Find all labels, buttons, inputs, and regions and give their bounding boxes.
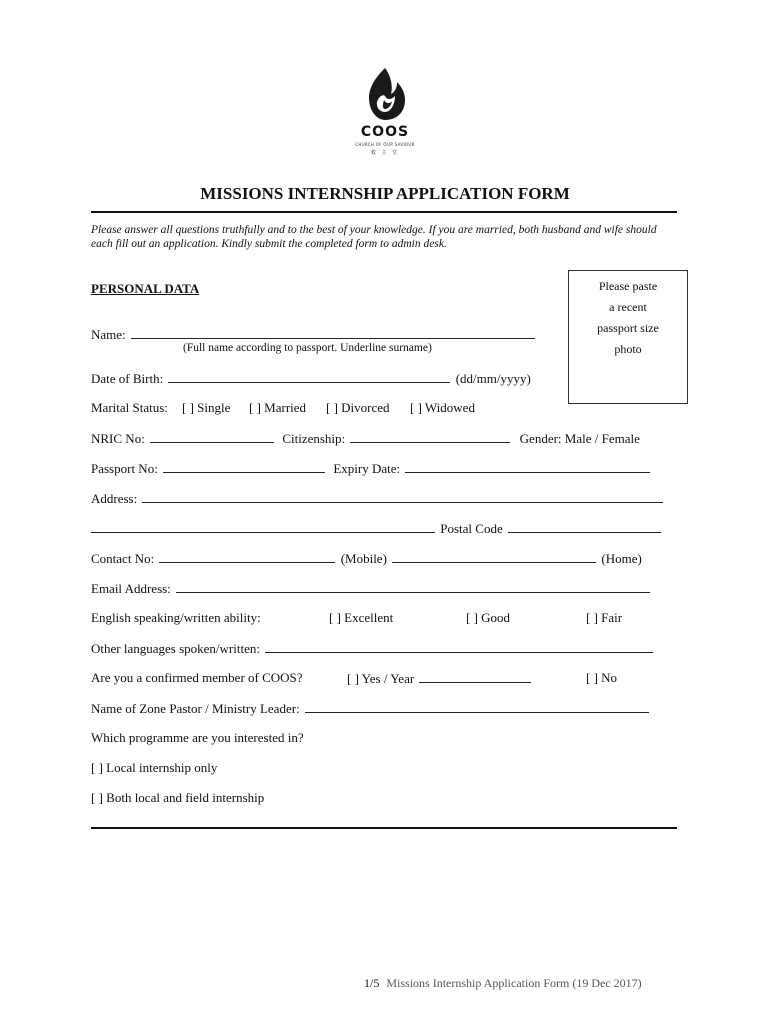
programme-both-option[interactable]: [ ] Both local and field internship bbox=[91, 790, 265, 805]
name-row bbox=[91, 326, 537, 343]
expiry-label: Expiry Date: bbox=[333, 461, 401, 476]
english-good-option[interactable]: [ ] Good bbox=[466, 610, 511, 625]
address-label: Address: bbox=[91, 491, 138, 506]
coos-logo bbox=[355, 66, 415, 158]
nric-label: NRIC No: bbox=[91, 431, 145, 446]
name-hint: (Full name according to passport. Underline surname) bbox=[183, 342, 432, 354]
dob-row bbox=[91, 370, 531, 387]
pastor-field[interactable] bbox=[305, 700, 649, 713]
citizenship-field[interactable] bbox=[350, 430, 510, 443]
footer-text: Missions Internship Application Form (19 Dec 2017) bbox=[386, 976, 642, 990]
member-year-field[interactable] bbox=[419, 670, 531, 683]
english-excellent-option[interactable]: [ ] Excellent bbox=[329, 610, 394, 625]
photo-box-line-3: passport size bbox=[597, 321, 659, 335]
logo-subtitle: CHURCH OF OUR SAVIOUR bbox=[355, 142, 415, 147]
postal-code-label: Postal Code bbox=[440, 521, 503, 536]
mobile-field[interactable] bbox=[159, 550, 335, 563]
home-label: (Home) bbox=[601, 551, 642, 566]
english-fair-option[interactable]: [ ] Fair bbox=[586, 610, 623, 625]
page-number: 1/5 bbox=[364, 976, 380, 990]
dob-field[interactable] bbox=[168, 370, 450, 383]
contact-label: Contact No: bbox=[91, 551, 155, 566]
logo-chinese-name: 救 主 堂 bbox=[370, 150, 400, 156]
photo-box-line-2: a recent bbox=[609, 300, 647, 314]
contact-row bbox=[91, 550, 642, 567]
pastor-label: Name of Zone Pastor / Ministry Leader: bbox=[91, 701, 300, 716]
member-no-option[interactable]: [ ] No bbox=[586, 670, 618, 685]
passport-row bbox=[91, 460, 652, 477]
marital-married-option[interactable]: [ ] Married bbox=[249, 400, 307, 415]
dob-label: Date of Birth: bbox=[91, 371, 164, 386]
passport-field[interactable] bbox=[163, 460, 325, 473]
title-divider bbox=[91, 211, 677, 213]
expiry-field[interactable] bbox=[405, 460, 650, 473]
page-footer bbox=[364, 976, 642, 991]
bottom-divider bbox=[91, 827, 677, 829]
email-label: Email Address: bbox=[91, 581, 171, 596]
photo-box-line-1: Please paste bbox=[598, 279, 658, 293]
email-row bbox=[91, 580, 652, 597]
flame-logo-icon bbox=[355, 66, 415, 122]
photo-box[interactable] bbox=[568, 270, 688, 404]
home-phone-field[interactable] bbox=[392, 550, 596, 563]
address-field-line-2[interactable] bbox=[91, 520, 435, 533]
email-field[interactable] bbox=[176, 580, 650, 593]
marital-divorced-option[interactable]: [ ] Divorced bbox=[326, 400, 390, 415]
name-field[interactable] bbox=[131, 326, 535, 339]
other-languages-label: Other languages spoken/written: bbox=[91, 641, 260, 656]
intro-text: Please answer all questions truthfully and to the best of your knowledge. If you are married, both husband and wife should each fill out an application. Kindly submit the completed form to admin desk. bbox=[91, 224, 657, 250]
nric-field[interactable] bbox=[150, 430, 274, 443]
page-title: MISSIONS INTERNSHIP APPLICATION FORM bbox=[200, 184, 570, 203]
name-label: Name: bbox=[91, 327, 126, 342]
english-label: English speaking/written ability: bbox=[91, 610, 261, 625]
citizenship-label: Citizenship: bbox=[282, 431, 346, 446]
marital-widowed-option[interactable]: [ ] Widowed bbox=[410, 400, 475, 415]
member-label: Are you a confirmed member of COOS? bbox=[91, 670, 303, 685]
nric-row bbox=[91, 430, 640, 447]
marital-label: Marital Status: bbox=[91, 400, 168, 415]
postal-code-field[interactable] bbox=[508, 520, 661, 533]
other-languages-field[interactable] bbox=[265, 640, 653, 653]
section-title: PERSONAL DATA bbox=[91, 281, 200, 296]
pastor-row bbox=[91, 700, 651, 717]
programme-local-option[interactable]: [ ] Local internship only bbox=[91, 760, 218, 775]
other-languages-row bbox=[91, 640, 655, 657]
gender-field[interactable]: Gender: Male / Female bbox=[519, 431, 640, 446]
programme-label: Which programme are you interested in? bbox=[91, 730, 304, 745]
marital-row bbox=[91, 400, 168, 416]
member-yes-row bbox=[347, 670, 533, 687]
dob-format: (dd/mm/yyyy) bbox=[455, 371, 531, 386]
logo-wordmark: COOS bbox=[360, 124, 410, 140]
address-row bbox=[91, 490, 665, 507]
member-yes-option[interactable]: [ ] Yes / Year bbox=[347, 671, 415, 686]
address-field-line-1[interactable] bbox=[142, 490, 663, 503]
photo-box-line-4: photo bbox=[614, 342, 642, 356]
address-row-2 bbox=[91, 520, 663, 537]
mobile-label: (Mobile) bbox=[340, 551, 387, 566]
marital-single-option[interactable]: [ ] Single bbox=[182, 400, 231, 415]
passport-label: Passport No: bbox=[91, 461, 158, 476]
